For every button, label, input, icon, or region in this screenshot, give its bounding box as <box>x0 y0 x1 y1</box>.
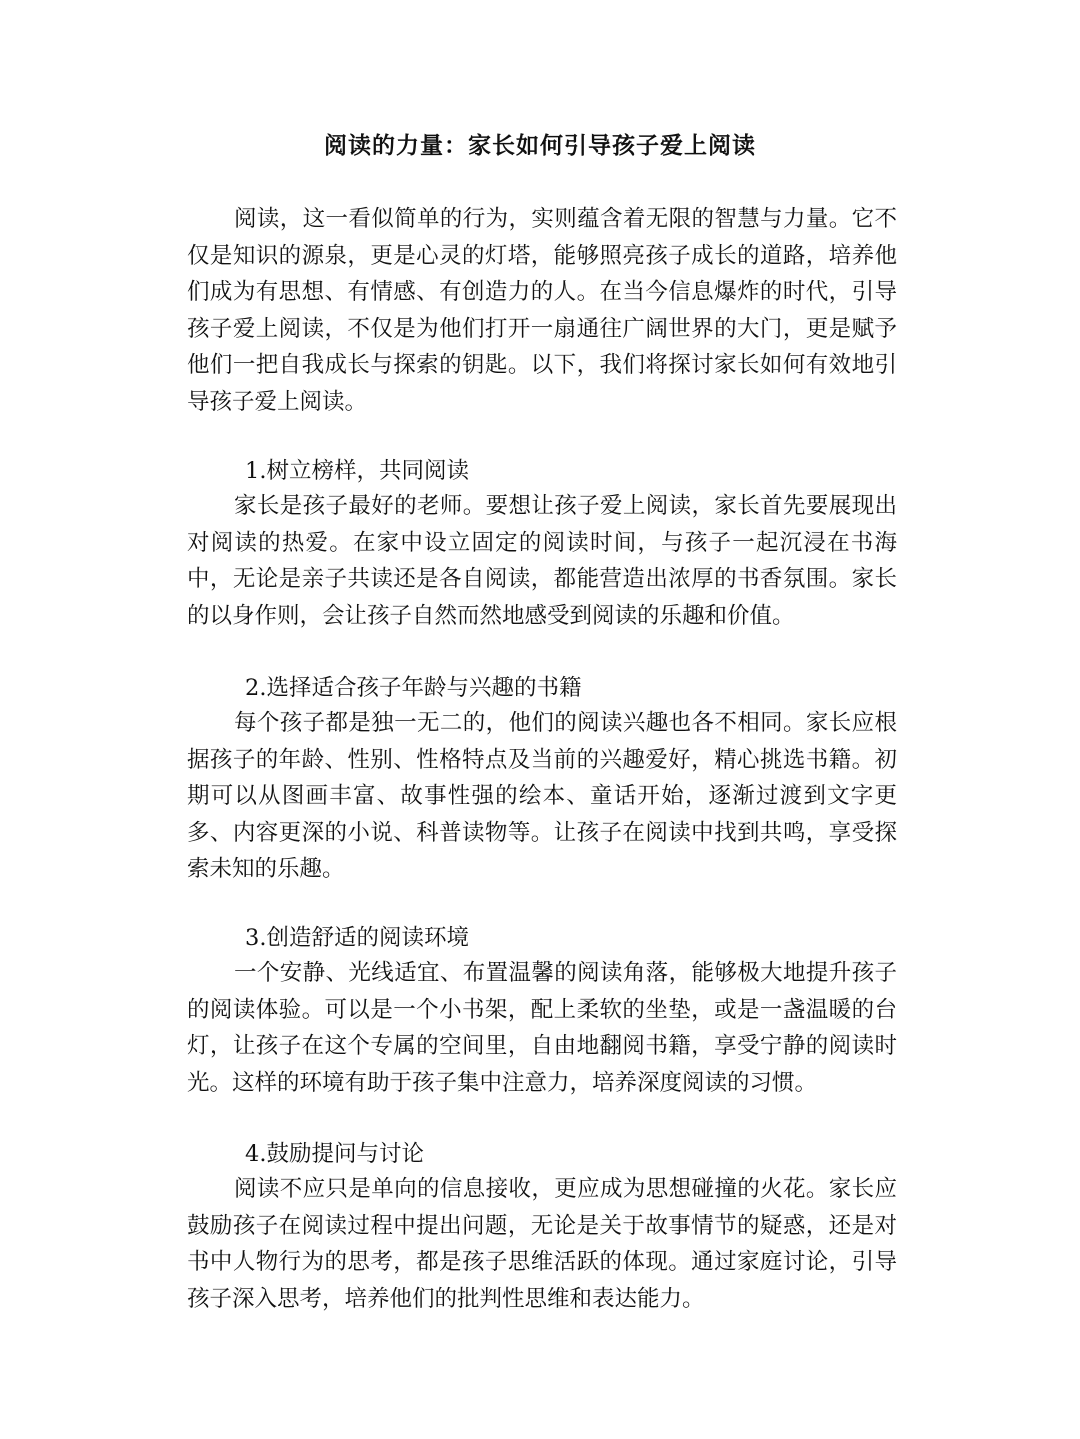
section-body-1: 家长是孩子最好的老师。要想让孩子爱上阅读，家长首先要展现出对阅读的热爱。在家中设立固定的阅读时间，与孩子一起沉浸在书海中，无论是亲子共读还是各自阅读，都能营造出浓厚的书香氛围。家长的以身作则，会让孩子自然而然地感受到阅读的乐趣和价值。 <box>187 493 897 629</box>
section-body-2: 每个孩子都是独一无二的，他们的阅读兴趣也各不相同。家长应根据孩子的年龄、性别、性格特点及当前的兴趣爱好，精心挑选书籍。初期可以从图画丰富、故事性强的绘本、童话开始，逐渐过渡到文字更多、内容更深的小说、科普读物等。让孩子在阅读中找到共鸣，享受探索未知的乐趣。 <box>187 710 897 882</box>
section-heading-1: 1.树立榜样，共同阅读 <box>245 458 469 484</box>
section-body-4: 阅读不应只是单向的信息接收，更应成为思想碰撞的火花。家长应鼓励孩子在阅读过程中提出问题，无论是关于故事情节的疑惑，还是对书中人物行为的思考，都是孩子思维活跃的体现。通过家庭讨论，引导孩子深入思考，培养他们的批判性思维和表达能力。 <box>187 1176 897 1312</box>
section-body-3: 一个安静、光线适宜、布置温馨的阅读角落，能够极大地提升孩子的阅读体验。可以是一个小书架，配上柔软的坐垫，或是一盏温暖的台灯，让孩子在这个专属的空间里，自由地翻阅书籍，享受宁静的阅读时光。这样的环境有助于孩子集中注意力，培养深度阅读的习惯。 <box>187 960 897 1096</box>
intro-paragraph: 阅读，这一看似简单的行为，实则蕴含着无限的智慧与力量。它不仅是知识的源泉，更是心灵的灯塔，能够照亮孩子成长的道路，培养他们成为有思想、有情感、有创造力的人。在当今信息爆炸的时代，引导孩子爱上阅读，不仅是为他们打开一扇通往广阔世界的大门，更是赋予他们一把自我成长与探索的钥匙。以下，我们将探讨家长如何有效地引导孩子爱上阅读。 <box>187 206 897 415</box>
section-heading-4: 4.鼓励提问与讨论 <box>245 1141 424 1167</box>
section-heading-3: 3.创造舒适的阅读环境 <box>245 925 469 951</box>
document-title: 阅读的力量：家长如何引导孩子爱上阅读 <box>324 132 756 159</box>
section-heading-2: 2.选择适合孩子年龄与兴趣的书籍 <box>245 675 582 701</box>
